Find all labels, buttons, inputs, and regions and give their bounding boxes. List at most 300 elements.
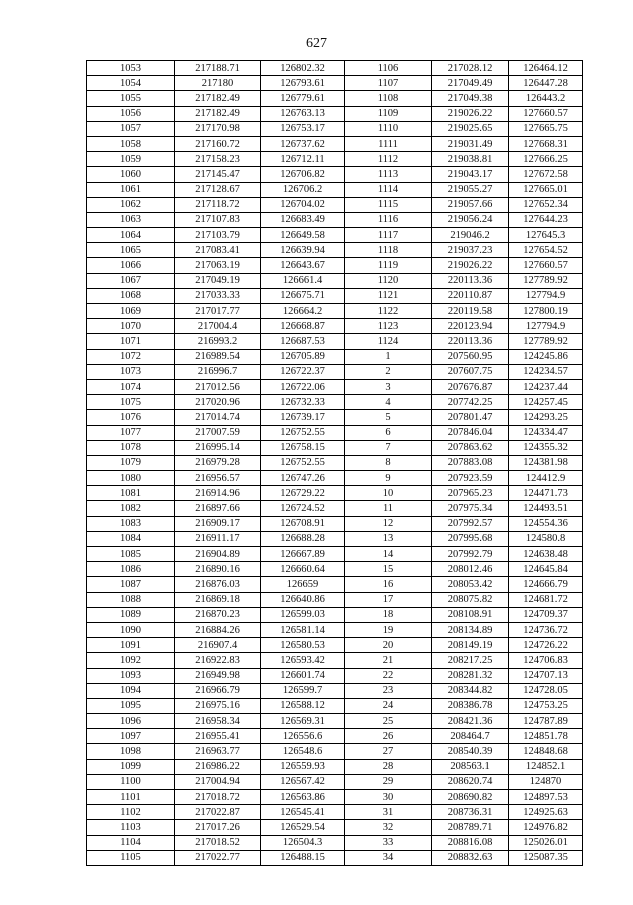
table-cell: 1082: [87, 501, 175, 516]
table-cell: 124736.72: [509, 622, 583, 637]
table-cell: 1098: [87, 744, 175, 759]
table-row: [87, 334, 583, 349]
table-cell: 208540.39: [432, 744, 509, 759]
table-cell: 219055.27: [432, 182, 509, 197]
table-cell: 126705.89: [261, 349, 345, 364]
table-cell: 207992.57: [432, 516, 509, 531]
table-cell: 126802.32: [261, 61, 345, 76]
table-cell: 125087.35: [509, 850, 583, 865]
table-cell: 124848.68: [509, 744, 583, 759]
table-cell: 126548.6: [261, 744, 345, 759]
table-cell: 207923.59: [432, 471, 509, 486]
table-cell: 127800.19: [509, 304, 583, 319]
table-cell: 126758.15: [261, 440, 345, 455]
table-cell: 1094: [87, 683, 175, 698]
table-cell: 27: [345, 744, 432, 759]
table-cell: 1062: [87, 197, 175, 212]
table-cell: 217182.49: [175, 91, 261, 106]
table-cell: 126708.91: [261, 516, 345, 531]
table-cell: 217128.67: [175, 182, 261, 197]
table-cell: 23: [345, 683, 432, 698]
table-cell: 124412.9: [509, 471, 583, 486]
table-cell: 217017.26: [175, 820, 261, 835]
table-row: [87, 759, 583, 774]
table-row: [87, 622, 583, 637]
table-cell: 1097: [87, 729, 175, 744]
table-cell: 208464.7: [432, 729, 509, 744]
table-cell: 28: [345, 759, 432, 774]
table-cell: 126793.61: [261, 76, 345, 91]
table-cell: 124726.22: [509, 638, 583, 653]
table-cell: 208563.1: [432, 759, 509, 774]
table-cell: 126732.33: [261, 395, 345, 410]
table-cell: 1122: [345, 304, 432, 319]
table-row: [87, 698, 583, 713]
table-cell: 124851.78: [509, 729, 583, 744]
table-cell: 1101: [87, 790, 175, 805]
table-cell: 216870.23: [175, 607, 261, 622]
table-cell: 1113: [345, 167, 432, 182]
table-cell: 207883.08: [432, 455, 509, 470]
table-cell: 127660.57: [509, 258, 583, 273]
table-cell: 127789.92: [509, 273, 583, 288]
table-cell: 10: [345, 486, 432, 501]
table-cell: 1063: [87, 212, 175, 227]
table-cell: 1076: [87, 410, 175, 425]
table-cell: 9: [345, 471, 432, 486]
table-cell: 124706.83: [509, 653, 583, 668]
table-cell: 1065: [87, 243, 175, 258]
table-cell: 12: [345, 516, 432, 531]
table-cell: 15: [345, 562, 432, 577]
table-cell: 1107: [345, 76, 432, 91]
table-cell: 1111: [345, 136, 432, 151]
table-cell: 126464.12: [509, 61, 583, 76]
table-row: [87, 820, 583, 835]
table-cell: 124753.25: [509, 698, 583, 713]
table-row: [87, 531, 583, 546]
table-cell: 19: [345, 622, 432, 637]
table-cell: 216904.89: [175, 547, 261, 562]
table-cell: 1114: [345, 182, 432, 197]
table-cell: 1120: [345, 273, 432, 288]
table-cell: 208344.82: [432, 683, 509, 698]
table-cell: 124666.79: [509, 577, 583, 592]
table-cell: 1060: [87, 167, 175, 182]
table-cell: 1108: [345, 91, 432, 106]
table-cell: 1057: [87, 121, 175, 136]
table-cell: 1069: [87, 304, 175, 319]
table-cell: 1074: [87, 379, 175, 394]
table-cell: 124852.1: [509, 759, 583, 774]
table-cell: 207742.25: [432, 395, 509, 410]
table-cell: 126559.93: [261, 759, 345, 774]
table-cell: 126667.89: [261, 547, 345, 562]
table-cell: 126664.2: [261, 304, 345, 319]
table-cell: 1119: [345, 258, 432, 273]
table-row: [87, 304, 583, 319]
table-cell: 1: [345, 349, 432, 364]
table-cell: 217012.56: [175, 379, 261, 394]
table-cell: 124471.73: [509, 486, 583, 501]
table-row: [87, 653, 583, 668]
table-cell: 2: [345, 364, 432, 379]
table-row: [87, 243, 583, 258]
table-row: [87, 729, 583, 744]
table-cell: 207965.23: [432, 486, 509, 501]
table-cell: 1102: [87, 805, 175, 820]
table-cell: 124976.82: [509, 820, 583, 835]
table-cell: 1061: [87, 182, 175, 197]
coordinates-table-body: [87, 61, 583, 866]
table-cell: 219026.22: [432, 106, 509, 121]
table-cell: 127652.34: [509, 197, 583, 212]
table-cell: 216897.66: [175, 501, 261, 516]
table-cell: 4: [345, 395, 432, 410]
table-cell: 126660.64: [261, 562, 345, 577]
table-cell: 216975.16: [175, 698, 261, 713]
table-cell: 207607.75: [432, 364, 509, 379]
table-cell: 1064: [87, 228, 175, 243]
table-cell: 219037.23: [432, 243, 509, 258]
table-cell: 207863.62: [432, 440, 509, 455]
table-cell: 216995.14: [175, 440, 261, 455]
table-cell: 216996.7: [175, 364, 261, 379]
table-cell: 124334.47: [509, 425, 583, 440]
table-cell: 18: [345, 607, 432, 622]
table-cell: 126639.94: [261, 243, 345, 258]
table-cell: 126569.31: [261, 714, 345, 729]
table-cell: 127660.57: [509, 106, 583, 121]
table-row: [87, 638, 583, 653]
table-cell: 124645.84: [509, 562, 583, 577]
table-row: [87, 547, 583, 562]
table-cell: 217020.96: [175, 395, 261, 410]
table-cell: 127794.9: [509, 288, 583, 303]
table-cell: 126722.06: [261, 379, 345, 394]
table-cell: 208134.89: [432, 622, 509, 637]
table-cell: 1053: [87, 61, 175, 76]
table-cell: 217004.4: [175, 319, 261, 334]
table-cell: 216979.28: [175, 455, 261, 470]
table-cell: 1081: [87, 486, 175, 501]
table-cell: 208149.19: [432, 638, 509, 653]
table-cell: 126763.13: [261, 106, 345, 121]
table-cell: 1072: [87, 349, 175, 364]
table-cell: 124355.32: [509, 440, 583, 455]
table-cell: 13: [345, 531, 432, 546]
table-cell: 126601.74: [261, 668, 345, 683]
table-cell: 1123: [345, 319, 432, 334]
table-cell: 1117: [345, 228, 432, 243]
table-cell: 1095: [87, 698, 175, 713]
table-cell: 1124: [345, 334, 432, 349]
table-cell: 1084: [87, 531, 175, 546]
table-cell: 124293.25: [509, 410, 583, 425]
table-cell: 1075: [87, 395, 175, 410]
table-cell: 216949.98: [175, 668, 261, 683]
table-cell: 1099: [87, 759, 175, 774]
table-cell: 1105: [87, 850, 175, 865]
table-row: [87, 607, 583, 622]
table-cell: 217017.77: [175, 304, 261, 319]
table-cell: 1067: [87, 273, 175, 288]
table-cell: 217145.47: [175, 167, 261, 182]
table-cell: 217107.83: [175, 212, 261, 227]
table-cell: 126643.67: [261, 258, 345, 273]
table-cell: 1110: [345, 121, 432, 136]
table-row: [87, 501, 583, 516]
table-cell: 217018.52: [175, 835, 261, 850]
table-row: [87, 774, 583, 789]
table-cell: 219025.65: [432, 121, 509, 136]
table-cell: 21: [345, 653, 432, 668]
table-cell: 26: [345, 729, 432, 744]
table-cell: 1104: [87, 835, 175, 850]
table-cell: 220110.87: [432, 288, 509, 303]
table-cell: 1070: [87, 319, 175, 334]
table-row: [87, 106, 583, 121]
table-cell: 126588.12: [261, 698, 345, 713]
table-cell: 124787.89: [509, 714, 583, 729]
table-cell: 217083.41: [175, 243, 261, 258]
table-cell: 217103.79: [175, 228, 261, 243]
table-cell: 207846.04: [432, 425, 509, 440]
table-cell: 216956.57: [175, 471, 261, 486]
table-cell: 124237.44: [509, 379, 583, 394]
table-row: [87, 258, 583, 273]
table-cell: 126668.87: [261, 319, 345, 334]
table-cell: 125026.01: [509, 835, 583, 850]
table-cell: 124245.86: [509, 349, 583, 364]
table-cell: 124728.05: [509, 683, 583, 698]
table-cell: 1115: [345, 197, 432, 212]
table-row: [87, 319, 583, 334]
table-cell: 1073: [87, 364, 175, 379]
table-cell: 219057.66: [432, 197, 509, 212]
table-cell: 8: [345, 455, 432, 470]
table-cell: 126599.7: [261, 683, 345, 698]
table-cell: 127672.58: [509, 167, 583, 182]
table-cell: 208816.08: [432, 835, 509, 850]
table-cell: 1059: [87, 152, 175, 167]
table-cell: 208620.74: [432, 774, 509, 789]
table-cell: 1116: [345, 212, 432, 227]
table-cell: 126737.62: [261, 136, 345, 151]
table-cell: 124638.48: [509, 547, 583, 562]
table-cell: 1071: [87, 334, 175, 349]
table-cell: 1093: [87, 668, 175, 683]
table-cell: 216884.26: [175, 622, 261, 637]
table-cell: 216909.17: [175, 516, 261, 531]
table-cell: 216955.41: [175, 729, 261, 744]
table-row: [87, 273, 583, 288]
table-cell: 124870: [509, 774, 583, 789]
table-cell: 220123.94: [432, 319, 509, 334]
table-cell: 216986.22: [175, 759, 261, 774]
table-cell: 124554.36: [509, 516, 583, 531]
table-row: [87, 121, 583, 136]
table-cell: 124257.45: [509, 395, 583, 410]
table-cell: 14: [345, 547, 432, 562]
table-cell: 24: [345, 698, 432, 713]
table-cell: 208281.32: [432, 668, 509, 683]
table-cell: 220113.36: [432, 273, 509, 288]
table-cell: 1080: [87, 471, 175, 486]
table-cell: 33: [345, 835, 432, 850]
table-cell: 1109: [345, 106, 432, 121]
table-cell: 124707.13: [509, 668, 583, 683]
table-cell: 124681.72: [509, 592, 583, 607]
table-row: [87, 410, 583, 425]
table-cell: 126687.53: [261, 334, 345, 349]
table-cell: 127789.92: [509, 334, 583, 349]
table-cell: 219056.24: [432, 212, 509, 227]
table-cell: 127665.75: [509, 121, 583, 136]
table-cell: 6: [345, 425, 432, 440]
table-row: [87, 76, 583, 91]
table-row: [87, 562, 583, 577]
table-cell: 219046.2: [432, 228, 509, 243]
table-row: [87, 835, 583, 850]
table-cell: 11: [345, 501, 432, 516]
table-row: [87, 850, 583, 865]
table-cell: 217049.38: [432, 91, 509, 106]
table-cell: 1077: [87, 425, 175, 440]
table-cell: 220113.36: [432, 334, 509, 349]
table-cell: 217158.23: [175, 152, 261, 167]
table-cell: 25: [345, 714, 432, 729]
table-row: [87, 805, 583, 820]
table-cell: 207801.47: [432, 410, 509, 425]
table-row: [87, 790, 583, 805]
table-cell: 208690.82: [432, 790, 509, 805]
table-cell: 126675.71: [261, 288, 345, 303]
table-cell: 1056: [87, 106, 175, 121]
table-row: [87, 471, 583, 486]
table-cell: 20: [345, 638, 432, 653]
page-number: 627: [306, 36, 327, 51]
table-cell: 124925.63: [509, 805, 583, 820]
table-cell: 126488.15: [261, 850, 345, 865]
table-cell: 124234.57: [509, 364, 583, 379]
table-cell: 208421.36: [432, 714, 509, 729]
table-cell: 127645.3: [509, 228, 583, 243]
table-cell: 1079: [87, 455, 175, 470]
table-cell: 126580.53: [261, 638, 345, 653]
table-cell: 216907.4: [175, 638, 261, 653]
table-cell: 216963.77: [175, 744, 261, 759]
table-cell: 31: [345, 805, 432, 820]
table-cell: 220119.58: [432, 304, 509, 319]
table-cell: 126779.61: [261, 91, 345, 106]
table-cell: 126447.28: [509, 76, 583, 91]
table-cell: 207560.95: [432, 349, 509, 364]
table-cell: 1112: [345, 152, 432, 167]
table-cell: 216914.96: [175, 486, 261, 501]
table-row: [87, 668, 583, 683]
table-cell: 126593.42: [261, 653, 345, 668]
table-cell: 217033.33: [175, 288, 261, 303]
table-cell: 217004.94: [175, 774, 261, 789]
table-row: [87, 197, 583, 212]
table-cell: 126443.2: [509, 91, 583, 106]
table-cell: 126640.86: [261, 592, 345, 607]
table-row: [87, 577, 583, 592]
table-cell: 219031.49: [432, 136, 509, 151]
table-row: [87, 212, 583, 227]
table-cell: 127644.23: [509, 212, 583, 227]
table-cell: 219043.17: [432, 167, 509, 182]
table-cell: 126752.55: [261, 425, 345, 440]
table-row: [87, 182, 583, 197]
table-cell: 217118.72: [175, 197, 261, 212]
table-cell: 1058: [87, 136, 175, 151]
table-cell: 1089: [87, 607, 175, 622]
table-cell: 217014.74: [175, 410, 261, 425]
table-cell: 217022.87: [175, 805, 261, 820]
table-cell: 207992.79: [432, 547, 509, 562]
table-cell: 1068: [87, 288, 175, 303]
table-cell: 1090: [87, 622, 175, 637]
table-cell: 126661.4: [261, 273, 345, 288]
table-cell: 127654.52: [509, 243, 583, 258]
table-row: [87, 714, 583, 729]
table-cell: 29: [345, 774, 432, 789]
table-cell: 126688.28: [261, 531, 345, 546]
table-cell: 216966.79: [175, 683, 261, 698]
table-cell: 217160.72: [175, 136, 261, 151]
table-cell: 207676.87: [432, 379, 509, 394]
coordinates-table: [86, 60, 583, 866]
table-cell: 1103: [87, 820, 175, 835]
table-cell: 124897.53: [509, 790, 583, 805]
table-cell: 1106: [345, 61, 432, 76]
table-cell: 1121: [345, 288, 432, 303]
table-cell: 126563.86: [261, 790, 345, 805]
table-cell: 1078: [87, 440, 175, 455]
table-row: [87, 288, 583, 303]
table-cell: 126752.55: [261, 455, 345, 470]
table-cell: 1087: [87, 577, 175, 592]
table-cell: 216993.2: [175, 334, 261, 349]
table-cell: 1092: [87, 653, 175, 668]
table-cell: 124580.8: [509, 531, 583, 546]
table-cell: 217049.49: [432, 76, 509, 91]
table-cell: 1088: [87, 592, 175, 607]
table-cell: 126683.49: [261, 212, 345, 227]
table-cell: 216890.16: [175, 562, 261, 577]
table-cell: 1096: [87, 714, 175, 729]
table-cell: 126659: [261, 577, 345, 592]
table-cell: 217188.71: [175, 61, 261, 76]
table-cell: 126599.03: [261, 607, 345, 622]
table-cell: 126529.54: [261, 820, 345, 835]
table-cell: 127668.31: [509, 136, 583, 151]
table-row: [87, 486, 583, 501]
table-row: [87, 61, 583, 76]
table-cell: 127665.01: [509, 182, 583, 197]
table-cell: 216876.03: [175, 577, 261, 592]
table-row: [87, 136, 583, 151]
table-cell: 126753.17: [261, 121, 345, 136]
table-row: [87, 364, 583, 379]
table-cell: 126722.37: [261, 364, 345, 379]
table-cell: 217180: [175, 76, 261, 91]
table-cell: 1066: [87, 258, 175, 273]
table-cell: 207975.34: [432, 501, 509, 516]
table-cell: 217063.19: [175, 258, 261, 273]
